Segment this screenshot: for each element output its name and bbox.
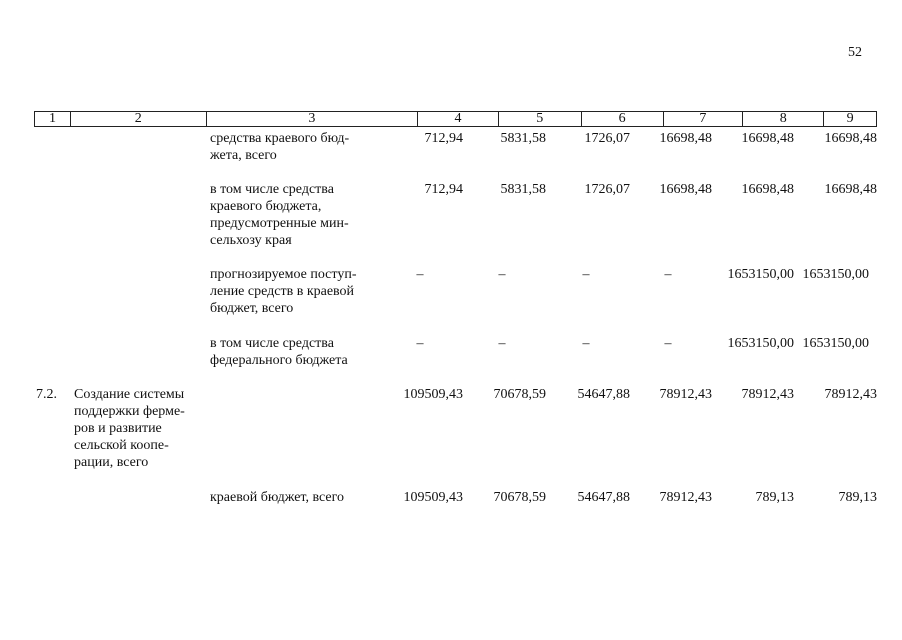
header-col-7: 7 [664,112,744,126]
subrow-description: краевой бюджет, всего [210,490,345,505]
value-col-6: – [582,336,590,351]
value-col-8: 1653150,00 [727,267,794,282]
row-description [210,181,376,249]
description-line: краевого бюджета, [210,199,322,214]
section-name [74,386,198,471]
value-col-4: 109509,43 [403,387,463,402]
section-name-line: ров и развитие [74,421,162,436]
value-col-7: 78912,43 [659,387,712,402]
description-line: прогнозируемое поступ- [210,267,357,282]
value-col-7: 78912,43 [659,490,712,505]
value-col-8: 1653150,00 [727,336,794,351]
value-col-4: 109509,43 [403,490,463,505]
value-col-9: 16698,48 [824,182,877,197]
description-line: в том числе средства [210,336,334,351]
page-number: 52 [848,45,862,60]
value-col-9: 1653150,00 [802,267,869,282]
value-col-7: – [664,267,672,282]
value-col-5: 5831,58 [500,182,546,197]
table-header-row [34,111,877,127]
value-col-5: – [498,336,506,351]
value-col-9: 16698,48 [824,131,877,146]
section-number: 7.2. [36,387,57,402]
header-col-6: 6 [582,112,664,126]
row-description [210,130,376,164]
value-col-6: 1726,07 [584,182,630,197]
value-col-5: 70678,59 [493,490,546,505]
section-name-line: сельской коопе- [74,438,169,453]
value-col-6: 1726,07 [584,131,630,146]
value-col-9: 789,13 [838,490,877,505]
value-col-8: 78912,43 [741,387,794,402]
value-col-6: 54647,88 [577,490,630,505]
description-line: ление средств в краевой [210,284,355,299]
value-col-6: – [582,267,590,282]
value-col-5: 70678,59 [493,387,546,402]
section-name-line: поддержки ферме- [74,404,185,419]
header-col-2: 2 [71,112,207,126]
value-col-9: 1653150,00 [802,336,869,351]
header-col-5: 5 [499,112,582,126]
description-line: средства краевого бюд- [210,131,350,146]
header-col-3: 3 [207,112,419,126]
description-line: в том числе средства [210,182,334,197]
header-col-9: 9 [846,111,854,126]
value-col-4: – [416,336,424,351]
value-col-4: 712,94 [424,182,463,197]
description-line: жета, всего [210,148,277,163]
value-col-5: 5831,58 [500,131,546,146]
value-col-4: – [416,267,424,282]
value-col-7: 16698,48 [659,131,712,146]
description-line: федерального бюджета [210,353,348,368]
value-col-6: 54647,88 [577,387,630,402]
value-col-8: 16698,48 [741,131,794,146]
section-name-line: Создание системы [74,387,185,402]
row-description [210,266,376,317]
section-name-line: рации, всего [74,455,149,470]
description-line: предусмотренные мин- [210,216,349,231]
value-col-4: 712,94 [424,131,463,146]
header-col-8: 8 [743,112,824,126]
value-col-8: 789,13 [755,490,794,505]
value-col-7: 16698,48 [659,182,712,197]
value-col-9: 78912,43 [824,387,877,402]
value-col-7: – [664,336,672,351]
value-col-5: – [498,267,506,282]
value-col-8: 16698,48 [741,182,794,197]
row-description [210,335,376,369]
header-col-1: 1 [35,112,71,126]
description-line: сельхозу края [210,233,292,248]
header-col-4: 4 [418,112,499,126]
description-line: бюджет, всего [210,301,294,316]
